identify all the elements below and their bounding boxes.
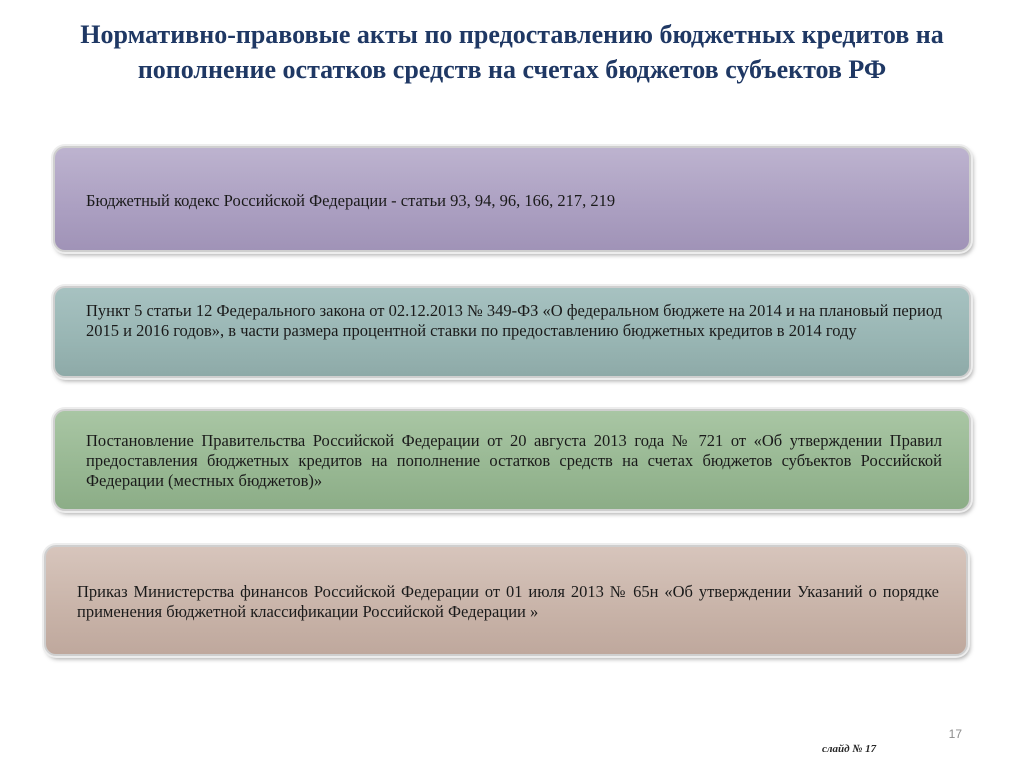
legal-act-text: Бюджетный кодекс Российской Федерации - статьи 93, 94, 96, 166, 217, 219: [86, 191, 616, 210]
slide-title: Нормативно-правовые акты по предоставлению бюджетных кредитов на пополнение остатков средств на счетах бюджетов субъектов РФ: [80, 20, 944, 84]
legal-act-box-federal-law: [53, 286, 971, 378]
page-number: 17: [948, 727, 962, 741]
legal-act-text: Постановление Правительства Российской Федерации от 20 августа 2013 года № 721 от «Об утверждении Правил предоставления бюджетных кредитов на пополнение остатков средств на счетах бюджетов субъектов Российской Федерации (местных бюджетов)»: [86, 431, 942, 490]
legal-act-box-budget-code: [53, 146, 971, 252]
legal-act-text: Приказ Министерства финансов Российской Федерации от 01 июля 2013 № 65н «Об утверждении Указаний о порядке применения бюджетной классификации Российской Федерации »: [77, 582, 939, 621]
legal-act-box-ministry-order: [44, 545, 968, 656]
legal-act-text: Пункт 5 статьи 12 Федерального закона от 02.12.2013 № 349-ФЗ «О федеральном бюджете на 2014 и на плановый период 2015 и 2016 годов», в части размера процентной ставки по предоставлению бюджетных кредитов в 2014 году: [86, 301, 942, 340]
legal-act-box-government-resolution: [53, 409, 971, 511]
slide-number-label: слайд № 17: [822, 743, 877, 755]
